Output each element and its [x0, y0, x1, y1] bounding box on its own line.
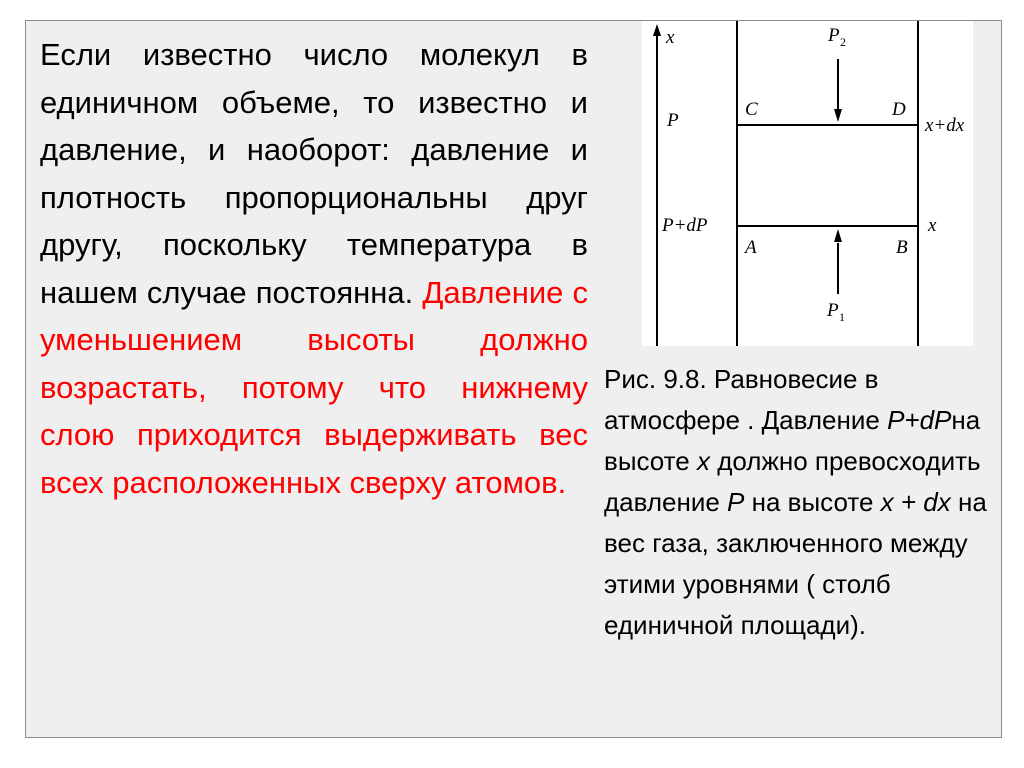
caption-part-1: Рис. 9.8. Равновесие в атмосфере . Давление: [604, 364, 888, 435]
main-text-black: Если известно число молекул в единичном объеме, то известно и давление, и наоборот: давление и плотность пропорциональны друг другу, поскольку температура в нашем случае постоянна.: [40, 37, 588, 310]
caption-expr-p-plus-dp: P+dP: [887, 405, 952, 435]
corner-c-label: C: [745, 99, 758, 120]
p2-subscript: 2: [840, 35, 846, 49]
main-text-red: Давление с уменьшением высоты должно возрастать, потому что нижнему слою приходится выдерживать вес всех расположенных сверху атомов.: [40, 274, 588, 500]
caption-expr-p: P: [727, 487, 745, 517]
x-axis-arrow-icon: [653, 24, 661, 36]
caption-part-3: должно превосходить давление: [604, 446, 981, 517]
corner-d-label: D: [892, 99, 906, 120]
caption-part-5: на вес газа, заключенного между этими уровнями ( столб единичной площади).: [604, 487, 987, 640]
pressure-p-plus-dp-label: P+dP: [662, 215, 708, 236]
diagram-svg: [642, 21, 973, 346]
p1-arrow-head-icon: [834, 229, 842, 242]
corner-b-label: B: [896, 237, 908, 258]
diagram-figure: [642, 21, 973, 346]
pressure-p-label: P: [667, 110, 679, 131]
p2-label: P: [828, 25, 840, 46]
height-x-plus-dx-label: x+dx: [925, 115, 965, 136]
slide: [25, 20, 1002, 738]
p1-subscript: 1: [839, 310, 845, 324]
caption-part-2: на высоте: [604, 405, 981, 476]
x-axis-label: x: [666, 27, 675, 48]
caption-part-4: на высоте: [744, 487, 881, 517]
caption-expr-x-plus-dx: x + dx: [880, 487, 951, 517]
p2-arrow-head-icon: [834, 109, 842, 122]
main-text: [40, 31, 588, 506]
p1-label: P: [827, 300, 839, 321]
caption-expr-x: x: [696, 446, 710, 476]
height-x-label: x: [928, 215, 937, 236]
corner-a-label: A: [745, 237, 757, 258]
figure-caption: [604, 359, 994, 646]
